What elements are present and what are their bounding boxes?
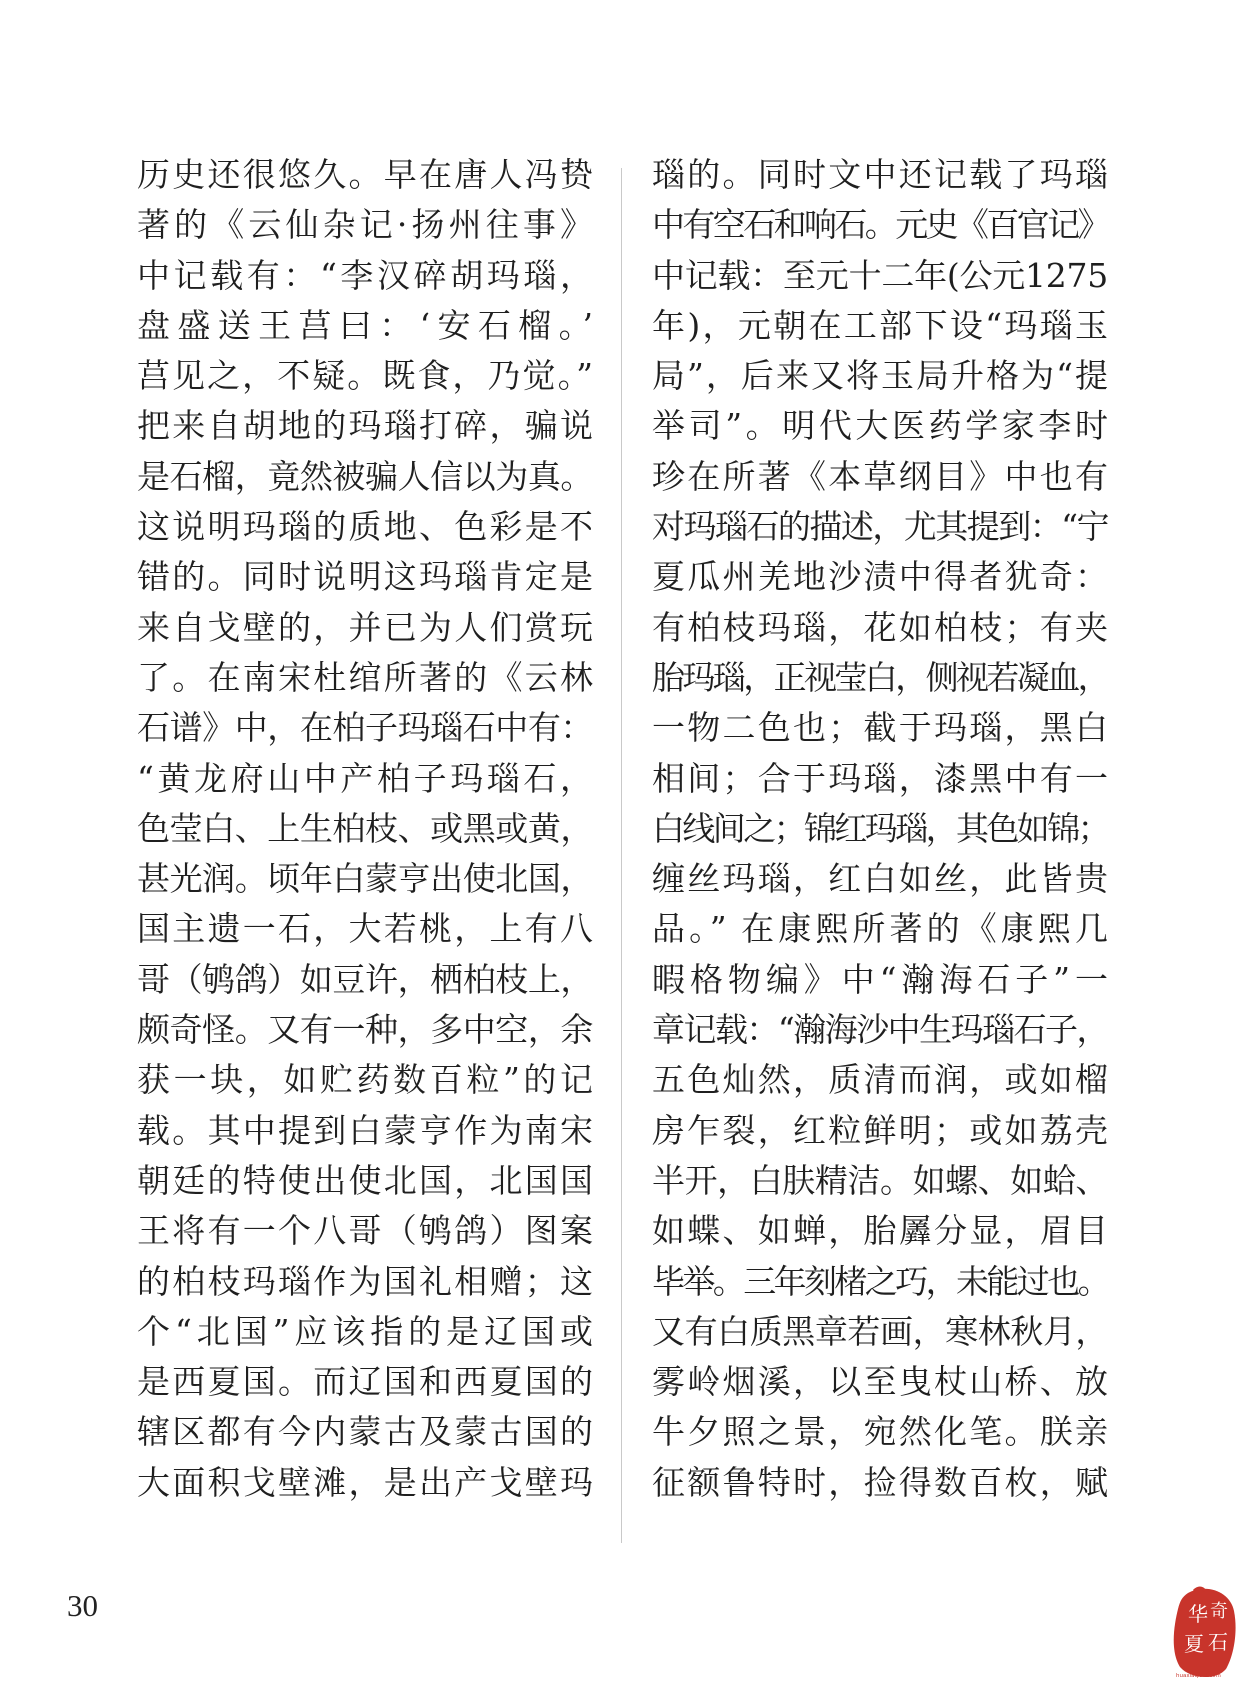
text-line: 国主遗一石，大若桃，上有八: [137, 909, 593, 949]
text-line: 载。其中提到白蒙亨作为南宋: [137, 1110, 593, 1150]
page-number: 30: [67, 1588, 98, 1623]
text-line: 中记载有：“李汉碎胡玛瑙，: [137, 255, 593, 295]
text-line: 颇奇怪。又有一种，多中空，余: [137, 1010, 594, 1050]
text-line: 如蝶、如蝉，胎羼分显，眉目: [652, 1211, 1108, 1251]
text-line: 白线间之；锦红玛瑙，其色如锦；: [652, 808, 1109, 848]
text-line: 征额鲁特时，捡得数百枚，赋: [652, 1462, 1108, 1502]
text-line: 色莹白、上生柏枝、或黑或黄，: [137, 808, 594, 848]
text-line: 获一块，如贮药数百粒”的记: [137, 1060, 593, 1100]
text-line: 王将有一个八哥（鸲鸽）图案: [137, 1211, 593, 1251]
logo-domain: huaxiaqishi.com: [1176, 1673, 1221, 1679]
text-line: 毕举。三年刻楮之巧，未能过也。: [652, 1261, 1109, 1301]
text-line: 大面积戈壁滩，是出产戈壁玛: [137, 1462, 593, 1502]
text-line: 房乍裂，红粒鲜明；或如荔壳: [652, 1110, 1108, 1150]
text-line: 局”，后来又将玉局升格为“提: [652, 356, 1108, 396]
text-line: 是西夏国。而辽国和西夏国的: [137, 1362, 593, 1402]
text-line: 举司”。明代大医药学家李时: [652, 406, 1108, 446]
text-line: 错的。同时说明这玛瑙肯定是: [137, 557, 593, 597]
text-line: 品。” 在康熙所著的《康熙几: [652, 909, 1108, 949]
text-line: 个“北国”应该指的是辽国或: [137, 1311, 593, 1351]
text-line: 牛夕照之景，宛然化笔。朕亲: [652, 1412, 1108, 1452]
text-line: 石谱》中，在柏子玛瑙石中有：: [137, 708, 594, 748]
text-line: 又有白质黑章若画，寒林秋月，: [652, 1311, 1109, 1351]
text-line: 雾岭烟溪，以至曳杖山桥、放: [652, 1362, 1108, 1402]
text-line: 辖区都有今内蒙古及蒙古国的: [137, 1412, 593, 1452]
text-line: 莒见之，不疑。既食，乃觉。”: [137, 356, 593, 396]
text-line: 对玛瑙石的描述，尤其提到：“宁: [652, 507, 1108, 547]
text-line: 夏瓜州羌地沙渍中得者犹奇：: [652, 557, 1108, 597]
logo-char-4: 石: [1208, 1630, 1228, 1654]
text-line: 著的《云仙杂记·扬州往事》: [137, 205, 593, 245]
logo-char-3: 夏: [1184, 1632, 1204, 1656]
logo-char-1: 华: [1188, 1602, 1208, 1626]
text-line: 暇格物编》中“瀚海石子”一: [652, 959, 1108, 999]
text-line: 胎玛瑙，正视莹白，侧视若凝血，: [652, 657, 1109, 697]
text-line: 有柏枝玛瑙，花如柏枝；有夹: [652, 607, 1108, 647]
text-line: 一物二色也；截于玛瑙，黑白: [652, 708, 1108, 748]
text-line: 章记载：“瀚海沙中生玛瑙石子，: [652, 1010, 1108, 1050]
text-line: 年)，元朝在工部下设“玛瑙玉: [652, 305, 1108, 345]
text-line: 朝廷的特使出使北国，北国国: [137, 1160, 593, 1200]
text-line: 把来自胡地的玛瑙打碎，骗说: [137, 406, 593, 446]
left-text-column: [137, 150, 593, 1508]
text-line: 中记载：至元十二年(公元1275: [652, 255, 1108, 295]
text-line: 珍在所著《本草纲目》中也有: [652, 456, 1108, 496]
text-line: 甚光润。顷年白蒙亨出使北国，: [137, 859, 594, 899]
text-line: 五色灿然，质清而润，或如榴: [652, 1060, 1108, 1100]
logo-char-2: 奇: [1210, 1601, 1228, 1622]
text-line: 这说明玛瑙的质地、色彩是不: [137, 507, 593, 547]
text-line: 相间；合于玛瑙，漆黑中有一: [652, 758, 1108, 798]
text-line: 中有空石和响石。元史《百官记》: [652, 205, 1109, 245]
text-line: 的柏枝玛瑙作为国礼相赠；这: [137, 1261, 593, 1301]
text-line: 哥（鸲鸽）如豆许，栖柏枝上，: [137, 959, 594, 999]
text-line: 来自戈壁的，并已为人们赏玩: [137, 607, 593, 647]
text-line: “黄龙府山中产柏子玛瑙石，: [137, 758, 593, 798]
site-logo-seal[interactable]: [1172, 1585, 1238, 1681]
text-line: 盘盛送王莒曰：‘安石榴。’: [137, 305, 593, 345]
column-divider: [621, 168, 622, 1543]
text-line: 半开，白肤精洁。如螺、如蛤、: [652, 1160, 1109, 1200]
right-text-column: [652, 150, 1108, 1508]
text-line: 历史还很悠久。早在唐人冯贽: [137, 155, 593, 194]
text-line: 是石榴，竟然被骗人信以为真。: [137, 456, 594, 496]
text-line: 瑙的。同时文中还记载了玛瑙: [652, 155, 1108, 194]
text-line: 缠丝玛瑙，红白如丝，此皆贵: [652, 859, 1108, 899]
text-line: 了。在南宋杜绾所著的《云林: [137, 657, 593, 697]
